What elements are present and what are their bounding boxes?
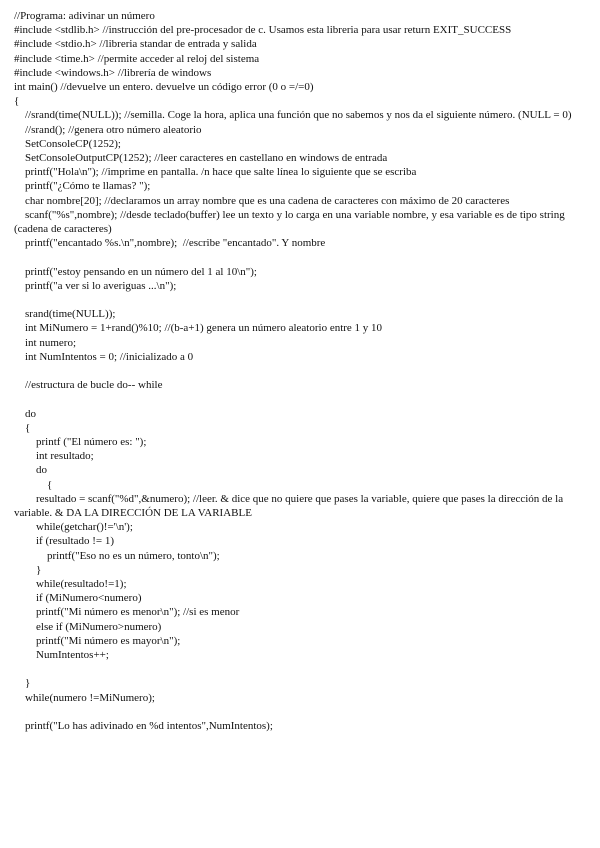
code-line: printf("Mi número es menor\n"); //si es menor	[14, 606, 240, 619]
code-line: printf ("El número es: ");	[14, 436, 147, 449]
code-line: }	[14, 677, 31, 690]
code-line: //Programa: adivinar un número	[14, 10, 155, 22]
code-line: else if (MiNumero>numero)	[14, 620, 162, 633]
code-line: resultado = scanf("%d",&numero); //leer. & dice que no quiere que pases la variable, quiere que pases la dirección de la variable. & DA LA DIRECCIÓN DE LA VARIABLE	[14, 492, 566, 520]
code-line: int NumIntentos = 0; //inicializado a 0	[14, 350, 194, 363]
code-line: srand(time(NULL));	[14, 308, 116, 321]
code-line: int resultado;	[14, 450, 94, 463]
code-line: //estructura de bucle do-- while	[14, 379, 163, 392]
code-line: printf("Hola\n"); //imprime en pantalla. /n hace que salte línea lo siguiente que se escriba	[14, 166, 417, 179]
code-document	[14, 9, 594, 733]
code-line: printf("encantado %s.\n",nombre); //escribe "encantado". Y nombre	[14, 237, 326, 250]
code-line: SetConsoleCP(1252);	[14, 137, 121, 150]
code-line: int numero;	[14, 336, 77, 349]
code-line: printf("¿Cómo te llamas? ");	[14, 180, 151, 193]
code-line: //srand(time(NULL)); //semilla. Coge la hora, aplica una función que no sabemos y nos da el siguiente número. (NULL = 0)	[14, 109, 572, 122]
code-line: }	[14, 563, 42, 576]
code-line: while(resultado!=1);	[14, 578, 127, 591]
code-line: printf("Mi número es mayor\n");	[14, 634, 181, 647]
code-line: //srand(); //genera otro número aleatorio	[14, 123, 202, 136]
code-line: #include <stdlib.h> //instrucción del pre-procesador de c. Usamos esta libreria para usar return EXIT_SUCCESS	[14, 24, 512, 37]
code-line: printf("a ver si lo averiguas ...\n");	[14, 279, 177, 292]
blank-line	[14, 705, 594, 719]
code-line: do	[14, 407, 36, 420]
code-line: printf("estoy pensando en un número del 1 al 10\n");	[14, 265, 257, 278]
code-line: printf("Lo has adivinado en %d intentos",NumIntentos);	[14, 720, 273, 733]
code-line: while(numero !=MiNumero);	[14, 691, 155, 704]
code-line: #include <stdio.h> //libreria standar de entrada y salida	[14, 38, 257, 51]
code-line: do	[14, 464, 47, 477]
code-line: while(getchar()!='\n');	[14, 521, 133, 534]
code-line: {	[14, 478, 53, 491]
code-line: int main() //devuelve un entero. devuelve un código error (0 o =/=0)	[14, 81, 314, 94]
blank-line	[14, 250, 594, 264]
code-line: #include <time.h> //permite acceder al reloj del sistema	[14, 52, 260, 65]
code-line: printf("Eso no es un número, tonto\n");	[14, 549, 220, 562]
blank-line	[14, 392, 594, 406]
blank-line	[14, 293, 594, 307]
blank-line	[14, 662, 594, 676]
code-line: if (resultado != 1)	[14, 535, 114, 548]
code-line: NumIntentos++;	[14, 649, 109, 662]
code-line: #include <windows.h> //librería de windows	[14, 66, 212, 79]
code-line: {	[14, 421, 31, 434]
code-line: {	[14, 95, 20, 108]
code-line: SetConsoleOutputCP(1252); //leer caracteres en castellano en windows de entrada	[14, 152, 388, 165]
code-line: char nombre[20]; //declaramos un array nombre que es una cadena de caracteres con máximo de 20 caracteres	[14, 194, 510, 207]
blank-line	[14, 364, 594, 378]
code-line: scanf("%s",nombre); //desde teclado(buffer) lee un texto y lo carga en una variable nombre, y esa variable es de tipo string (cadena de caracteres)	[14, 208, 568, 236]
code-line: int MiNumero = 1+rand()%10; //(b-a+1) genera un número aleatorio entre 1 y 10	[14, 322, 383, 335]
code-line: if (MiNumero<numero)	[14, 592, 142, 605]
